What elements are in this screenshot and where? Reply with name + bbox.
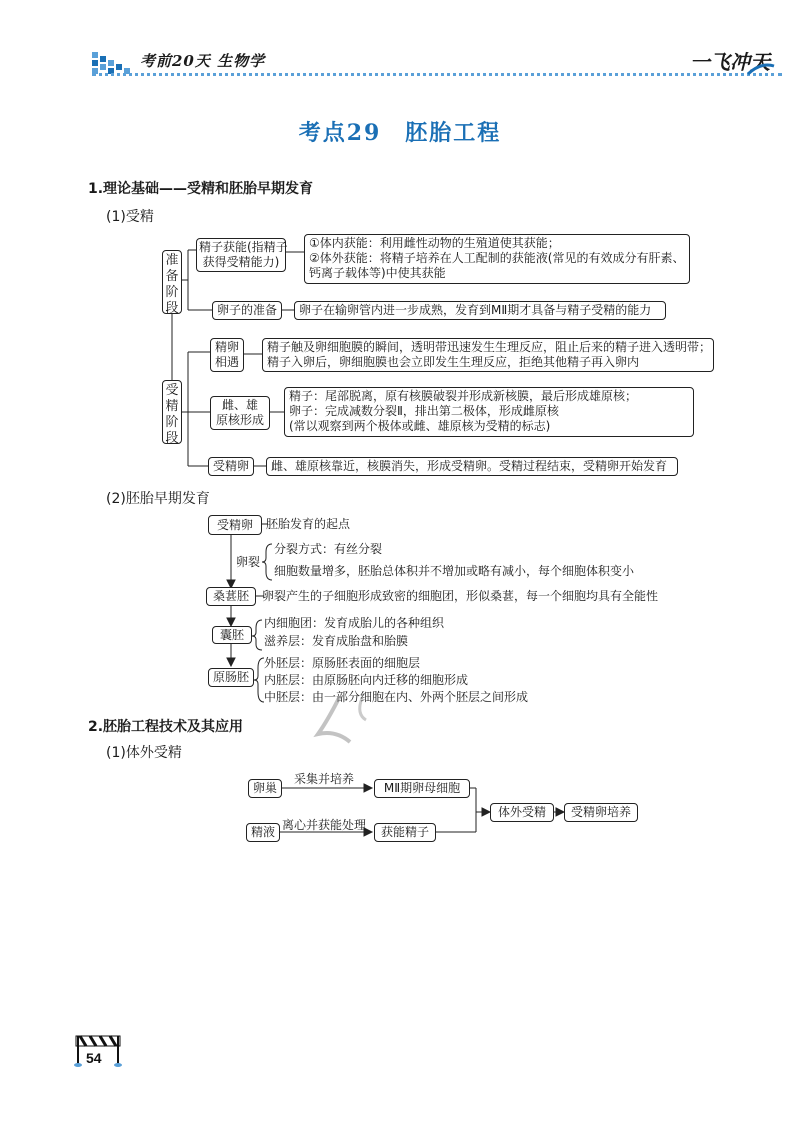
meet-label-1: 精卵 bbox=[214, 340, 239, 354]
meet-box bbox=[210, 338, 244, 372]
gastrula-label: 原肠胚 bbox=[212, 670, 249, 684]
cleavage-desc-1: 分裂方式：有丝分裂 bbox=[274, 542, 383, 556]
watermark-logo bbox=[310, 690, 400, 750]
dev-zygote-label: 受精卵 bbox=[216, 518, 253, 532]
sperm-capacitation-box bbox=[196, 238, 286, 272]
zygote-label: 受精卵 bbox=[212, 459, 249, 473]
ovary-box bbox=[248, 779, 282, 798]
gastrula-desc-3: 中胚层：由一部分细胞在内、外两个胚层之间形成 bbox=[264, 690, 529, 704]
zygote-box bbox=[208, 457, 254, 476]
sperm-cap-desc-3: 钙离子载体等)中使其获能 bbox=[309, 266, 446, 280]
zygote-desc: 雌、雄原核靠近，核膜消失，形成受精卵。受精过程结束，受精卵开始发育 bbox=[271, 459, 668, 473]
egg-prep-desc: 卵子在输卵管内进一步成熟，发育到MⅡ期才具备与精子受精的能力 bbox=[299, 303, 652, 317]
dev-zygote-desc: 胚胎发育的起点 bbox=[266, 517, 351, 531]
cleavage-desc-2: 细胞数量增多，胚胎总体积并不增加或略有减小，每个细胞体积变小 bbox=[274, 564, 635, 578]
capacitated-sperm-label: 获能精子 bbox=[380, 825, 429, 839]
sperm-capacitation-label-2: 获得受精能力) bbox=[202, 255, 280, 269]
sperm-capacitation-desc-box bbox=[304, 234, 690, 284]
section1-sub1: (1)受精 bbox=[106, 209, 154, 225]
mii-oocyte-label: MⅡ期卵母细胞 bbox=[383, 781, 461, 795]
fert-stage-label bbox=[162, 380, 182, 444]
blastocyst-label: 囊胚 bbox=[219, 628, 244, 642]
centrifuge-label: 离心并获能处理 bbox=[282, 818, 367, 832]
sperm-cap-desc-1: ①体内获能：利用雌性动物的生殖道使其获能； bbox=[309, 236, 560, 250]
gastrula-desc-2: 内胚层：由原肠胚向内迁移的细胞形成 bbox=[264, 673, 469, 687]
zygote-desc-box bbox=[266, 457, 678, 476]
dev-zygote-box bbox=[208, 515, 262, 535]
collect-label: 采集并培养 bbox=[294, 772, 355, 786]
section1-heading: 1.理论基础——受精和胚胎早期发育 bbox=[88, 181, 314, 197]
zygote-culture-label: 受精卵培养 bbox=[570, 805, 631, 819]
pronucleus-desc-1: 精子：尾部脱离，原有核膜破裂并形成新核膜，最后形成雄原核； bbox=[289, 389, 638, 403]
ivf-box bbox=[490, 803, 554, 822]
sperm-cap-desc-2: ②体外获能：将精子培养在人工配制的获能液(常见的有效成分有肝素、 bbox=[309, 251, 685, 265]
egg-prep-label: 卵子的准备 bbox=[217, 303, 278, 317]
prep-stage-label bbox=[162, 250, 182, 314]
blastocyst-desc-1: 内细胞团：发育成胎儿的各种组织 bbox=[264, 616, 445, 630]
ivf-label: 体外受精 bbox=[497, 805, 546, 819]
pronucleus-label-2: 原核形成 bbox=[215, 413, 264, 427]
meet-desc-box bbox=[262, 338, 714, 372]
section2-heading: 2.胚胎工程技术及其应用 bbox=[88, 719, 244, 735]
fert-stage-text: 受精阶段 bbox=[165, 383, 179, 446]
sperm-capacitation-label-1: 精子获能(指精子 bbox=[199, 240, 288, 254]
section2-sub1: (1)体外受精 bbox=[106, 745, 182, 761]
morula-label: 桑葚胚 bbox=[212, 589, 249, 603]
semen-box bbox=[246, 823, 280, 842]
pronucleus-box bbox=[210, 396, 270, 430]
blastocyst-desc-2: 滋养层：发育成胎盘和胎膜 bbox=[264, 634, 409, 648]
zygote-culture-box bbox=[564, 803, 638, 822]
capacitated-sperm-box bbox=[374, 823, 436, 842]
page-title: 考点29 胚胎工程 bbox=[298, 120, 502, 146]
morula-desc: 卵裂产生的子细胞形成致密的细胞团，形似桑葚，每一个细胞均具有全能性 bbox=[262, 589, 659, 603]
pronucleus-desc-3: (常以观察到两个极体或雌、雄原核为受精的标志) bbox=[289, 419, 551, 433]
section1-sub2: (2)胚胎早期发育 bbox=[106, 491, 210, 507]
page-number: 54 bbox=[86, 1050, 102, 1066]
gastrula-box bbox=[208, 668, 254, 687]
meet-desc-1: 精子触及卵细胞膜的瞬间，透明带迅速发生生理反应，阻止后来的精子进入透明带； bbox=[267, 340, 712, 354]
semen-label: 精液 bbox=[250, 825, 275, 839]
pronucleus-desc-box bbox=[284, 387, 694, 437]
egg-prep-box bbox=[212, 301, 282, 320]
header-title: 考前20天 生物学 bbox=[140, 52, 266, 70]
cleavage-label: 卵裂 bbox=[236, 555, 261, 569]
ovary-label: 卵巢 bbox=[252, 781, 277, 795]
morula-box bbox=[206, 587, 256, 606]
meet-desc-2: 精子入卵后，卵细胞膜也会立即发生生理反应，拒绝其他精子再入卵内 bbox=[267, 355, 640, 369]
prep-stage-text: 准备阶段 bbox=[165, 253, 179, 316]
meet-label-2: 相遇 bbox=[214, 355, 239, 369]
egg-prep-desc-box bbox=[294, 301, 666, 320]
brand-logo: 一飞冲天 bbox=[690, 50, 770, 74]
blastocyst-box bbox=[212, 626, 252, 644]
pronucleus-label-1: 雌、雄 bbox=[221, 398, 258, 412]
gastrula-desc-1: 外胚层：原肠胚表面的细胞层 bbox=[264, 656, 421, 670]
mii-oocyte-box bbox=[374, 779, 470, 798]
pronucleus-desc-2: 卵子：完成减数分裂Ⅱ，排出第二极体，形成雌原核 bbox=[289, 404, 559, 418]
